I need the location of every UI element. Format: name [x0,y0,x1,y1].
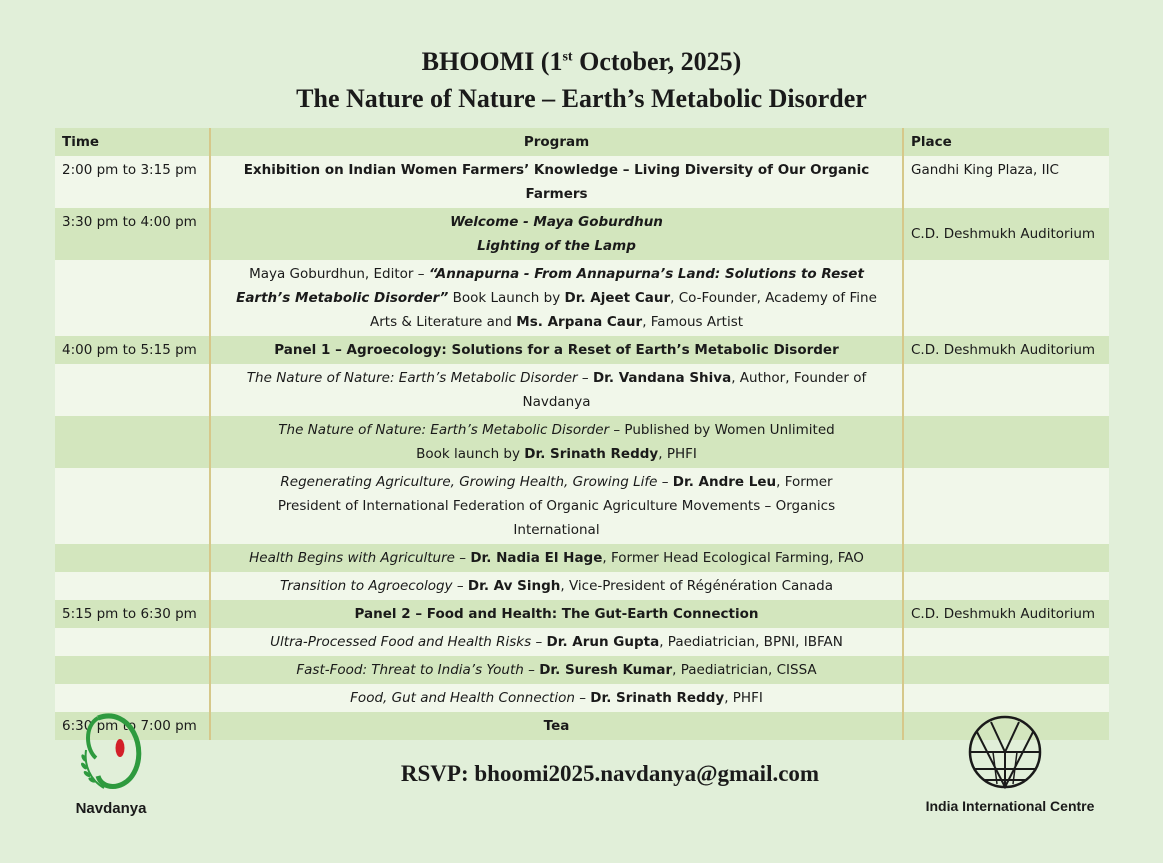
header-place: Place [903,128,1109,156]
schedule-table [55,128,1109,740]
table-row [55,656,1109,684]
navdanya-label: Navdanya [75,800,147,817]
row-time [55,572,210,600]
row-program [210,656,903,684]
speaker-name: Dr. Av Singh [467,578,561,594]
text-segment: – [574,690,591,706]
table-row [55,628,1109,656]
text-segment: – [577,370,593,386]
row-place: Gandhi King Plaza, IIC [903,156,1109,208]
table-row [55,416,1109,468]
text-segment: – Published by Women Unlimited [609,422,835,438]
table-row [55,364,1109,416]
talk-title: Regenerating Agriculture, Growing Health, Growing Life [280,474,658,490]
text-segment: – [531,634,547,650]
row-time: 6:30 pm to 7:00 pm [55,712,210,740]
talk-title: Food, Gut and Health Connection [350,690,575,706]
row-time [55,656,210,684]
speaker-name: Dr. Srinath Reddy [590,690,725,706]
text-segment: , PHFI [658,446,697,462]
row-place [903,364,1109,416]
table-row [55,260,1109,336]
book-title: “Annapurna - From Annapurna’s Land: Solutions to Reset Earth’s Metabolic Disorder” [236,266,864,306]
row-program [210,684,903,712]
talk-title: Ultra-Processed Food and Health Risks [270,634,532,650]
event-title [0,47,1163,77]
speaker-name: Dr. Nadia El Hage [470,550,603,566]
speaker-name: Dr. Vandana Shiva [592,370,732,386]
text-segment: – [452,578,468,594]
row-place [903,628,1109,656]
row-time [55,260,210,336]
speaker-name: Dr. Andre Leu [672,474,777,490]
speaker-name: Dr. Srinath Reddy [524,446,659,462]
text-segment: , Former President of International Federation of Organic Agriculture Movements – Organics International [277,474,836,538]
row-time [55,684,210,712]
table-row [55,684,1109,712]
row-program [210,416,903,468]
row-place [903,572,1109,600]
row-place: C.D. Deshmukh Auditorium [903,208,1109,260]
table-header-row [55,128,1109,156]
row-program: Exhibition on Indian Women Farmers’ Knowledge – Living Diversity of Our Organic Farmers [210,156,903,208]
row-program: Panel 2 – Food and Health: The Gut-Earth Connection [210,600,903,628]
row-time [55,544,210,572]
row-program [210,628,903,656]
row-program: Tea [210,712,903,740]
talk-title: The Nature of Nature: Earth’s Metabolic Disorder [246,370,578,386]
row-place [903,260,1109,336]
event-subtitle: The Nature of Nature – Earth’s Metabolic Disorder [296,84,867,113]
text-segment: Book launch by [416,446,525,462]
text-segment: , Paediatrician, CISSA [672,662,817,678]
row-program: Panel 1 – Agroecology: Solutions for a Reset of Earth’s Metabolic Disorder [210,336,903,364]
lamp-line: Lighting of the Lamp [477,238,636,254]
row-time [55,628,210,656]
row-program [210,468,903,544]
text-segment: – [454,550,471,566]
table-row [55,544,1109,572]
welcome-line: Welcome - Maya Goburdhun [450,214,663,230]
row-place: C.D. Deshmukh Auditorium [903,600,1109,628]
row-time [55,468,210,544]
table-row [55,336,1109,364]
row-place: C.D. Deshmukh Auditorium [903,336,1109,364]
text-segment: , Co-Founder, Academy of Fine Arts & Literature and [369,290,877,330]
row-program [210,208,903,260]
line [218,418,895,442]
row-place [903,416,1109,468]
row-place [903,684,1109,712]
row-program [210,572,903,600]
table-row [55,600,1109,628]
iic-label: India International Centre [925,798,1095,814]
row-program [210,364,903,416]
text-segment: , Paediatrician, BPNI, IBFAN [659,634,843,650]
text-segment: , Famous Artist [642,314,744,330]
row-place [903,544,1109,572]
speaker-name: Dr. Ajeet Caur [564,290,671,306]
row-program [210,260,903,336]
header-program: Program [210,128,903,156]
speaker-name: Dr. Arun Gupta [546,634,660,650]
iic-logo [925,712,1095,822]
text-segment: Maya Goburdhun, Editor – [249,266,429,282]
row-time: 5:15 pm to 6:30 pm [55,600,210,628]
text-segment: Book Launch by [448,290,565,306]
text-segment: , Vice-President of Régénération Canada [560,578,833,594]
row-time: 3:30 pm to 4:00 pm [55,208,210,260]
table-row [55,208,1109,260]
text-segment: , PHFI [724,690,763,706]
table-row [55,572,1109,600]
title-suffix: October, 2025) [572,47,742,76]
text-segment: – [657,474,673,490]
title-superscript: st [562,49,573,65]
table-row [55,468,1109,544]
line [218,442,895,466]
text-segment: , Former Head Ecological Farming, FAO [602,550,864,566]
iic-globe-icon [925,712,1095,796]
book-title: The Nature of Nature: Earth’s Metabolic Disorder [278,422,610,438]
text-segment: – [523,662,540,678]
speaker-name: Dr. Suresh Kumar [539,662,673,678]
row-time: 2:00 pm to 3:15 pm [55,156,210,208]
row-time [55,364,210,416]
text-segment: , Author, Founder of Navdanya [522,370,867,410]
navdanya-seed-icon [70,710,150,800]
navdanya-logo [70,710,160,820]
row-program [210,544,903,572]
row-place [903,656,1109,684]
row-place [903,468,1109,544]
title-prefix: BHOOMI (1 [421,47,563,76]
rsvp-line: RSVP: bhoomi2025.navdanya@gmail.com [400,761,820,786]
header-time: Time [55,128,210,156]
row-time [55,416,210,468]
table-row [55,156,1109,208]
talk-title: Health Begins with Agriculture [249,550,455,566]
talk-title: Transition to Agroecology [280,578,453,594]
row-time: 4:00 pm to 5:15 pm [55,336,210,364]
talk-title: Fast-Food: Threat to India’s Youth [296,662,524,678]
speaker-name: Ms. Arpana Caur [516,314,643,330]
